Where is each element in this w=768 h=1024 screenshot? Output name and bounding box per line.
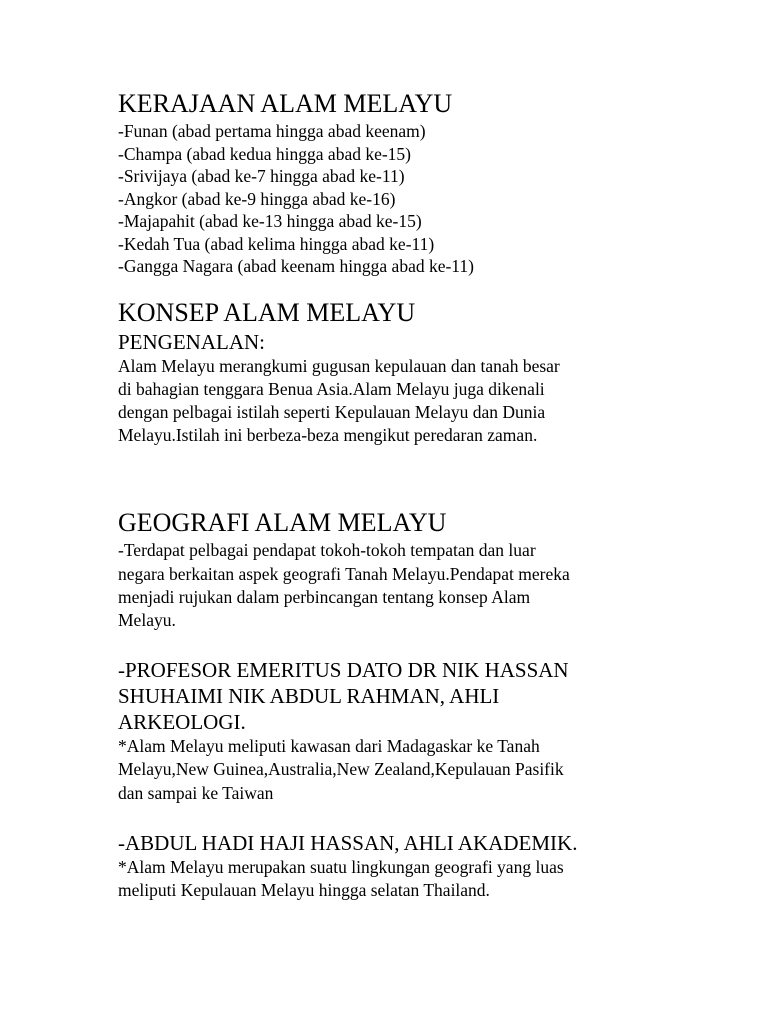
paragraph-line: *Alam Melayu meliputi kawasan dari Madagaskar ke Tanah — [118, 736, 540, 757]
section-geografi — [118, 507, 718, 632]
list-item: -Kedah Tua (abad kelima hingga abad ke-11) — [118, 233, 435, 254]
list-item: -Angkor (abad ke-9 hingga abad ke-16) — [118, 188, 396, 209]
list-item: -Champa (abad kedua hingga abad ke-15) — [118, 143, 412, 164]
paragraph-line: negara berkaitan aspek geografi Tanah Melayu.Pendapat mereka — [118, 563, 570, 584]
paragraph-line: meliputi Kepulauan Melayu hingga selatan Thailand. — [118, 879, 490, 900]
paragraph-line: Melayu.Istilah ini berbeza-beza mengikut peredaran zaman. — [118, 425, 538, 446]
list-item: -Srivijaya (abad ke-7 hingga abad ke-11) — [118, 166, 405, 186]
heading-kerajaan: KERAJAAN ALAM MELAYU — [118, 89, 453, 118]
section-abdul-hadi — [118, 830, 718, 902]
heading-profesor-line: ARKEOLOGI. — [118, 710, 246, 735]
paragraph-line: menjadi rujukan dalam perbincangan tentang konsep Alam — [118, 586, 531, 607]
document-page — [118, 88, 718, 902]
list-item: -Funan (abad pertama hingga abad keenam) — [118, 121, 426, 141]
paragraph-line: dan sampai ke Taiwan — [118, 782, 274, 803]
paragraph-line: *Alam Melayu merupakan suatu lingkungan geografi yang luas — [118, 856, 564, 877]
paragraph-line: di bahagian tenggara Benua Asia.Alam Melayu juga dikenali — [118, 378, 545, 399]
heading-geografi: GEOGRAFI ALAM MELAYU — [118, 508, 447, 538]
paragraph-line: Alam Melayu merangkumi gugusan kepulauan dan tanah besar — [118, 355, 560, 376]
paragraph-line: -Terdapat pelbagai pendapat tokoh-tokoh tempatan dan luar — [118, 540, 536, 561]
subheading-pengenalan: PENGENALAN: — [118, 329, 265, 354]
list-item: -Gangga Nagara (abad keenam hingga abad ke-11) — [118, 256, 474, 276]
paragraph-line: Melayu. — [118, 609, 176, 630]
section-kerajaan — [118, 88, 718, 278]
heading-konsep: KONSEP ALAM MELAYU — [118, 297, 416, 327]
section-konsep — [118, 297, 718, 448]
heading-profesor-line: SHUHAIMI NIK ABDUL RAHMAN, AHLI — [118, 684, 500, 709]
section-profesor — [118, 657, 718, 805]
paragraph-line: Melayu,New Guinea,Australia,New Zealand,Kepulauan Pasifik — [118, 759, 564, 780]
paragraph-line: dengan pelbagai istilah seperti Kepulauan Melayu dan Dunia — [118, 401, 546, 422]
heading-abdul-hadi: -ABDUL HADI HAJI HASSAN, AHLI AKADEMIK. — [118, 830, 578, 855]
heading-profesor-line: -PROFESOR EMERITUS DATO DR NIK HASSAN — [118, 658, 569, 683]
list-item: -Majapahit (abad ke-13 hingga abad ke-15) — [118, 211, 422, 231]
